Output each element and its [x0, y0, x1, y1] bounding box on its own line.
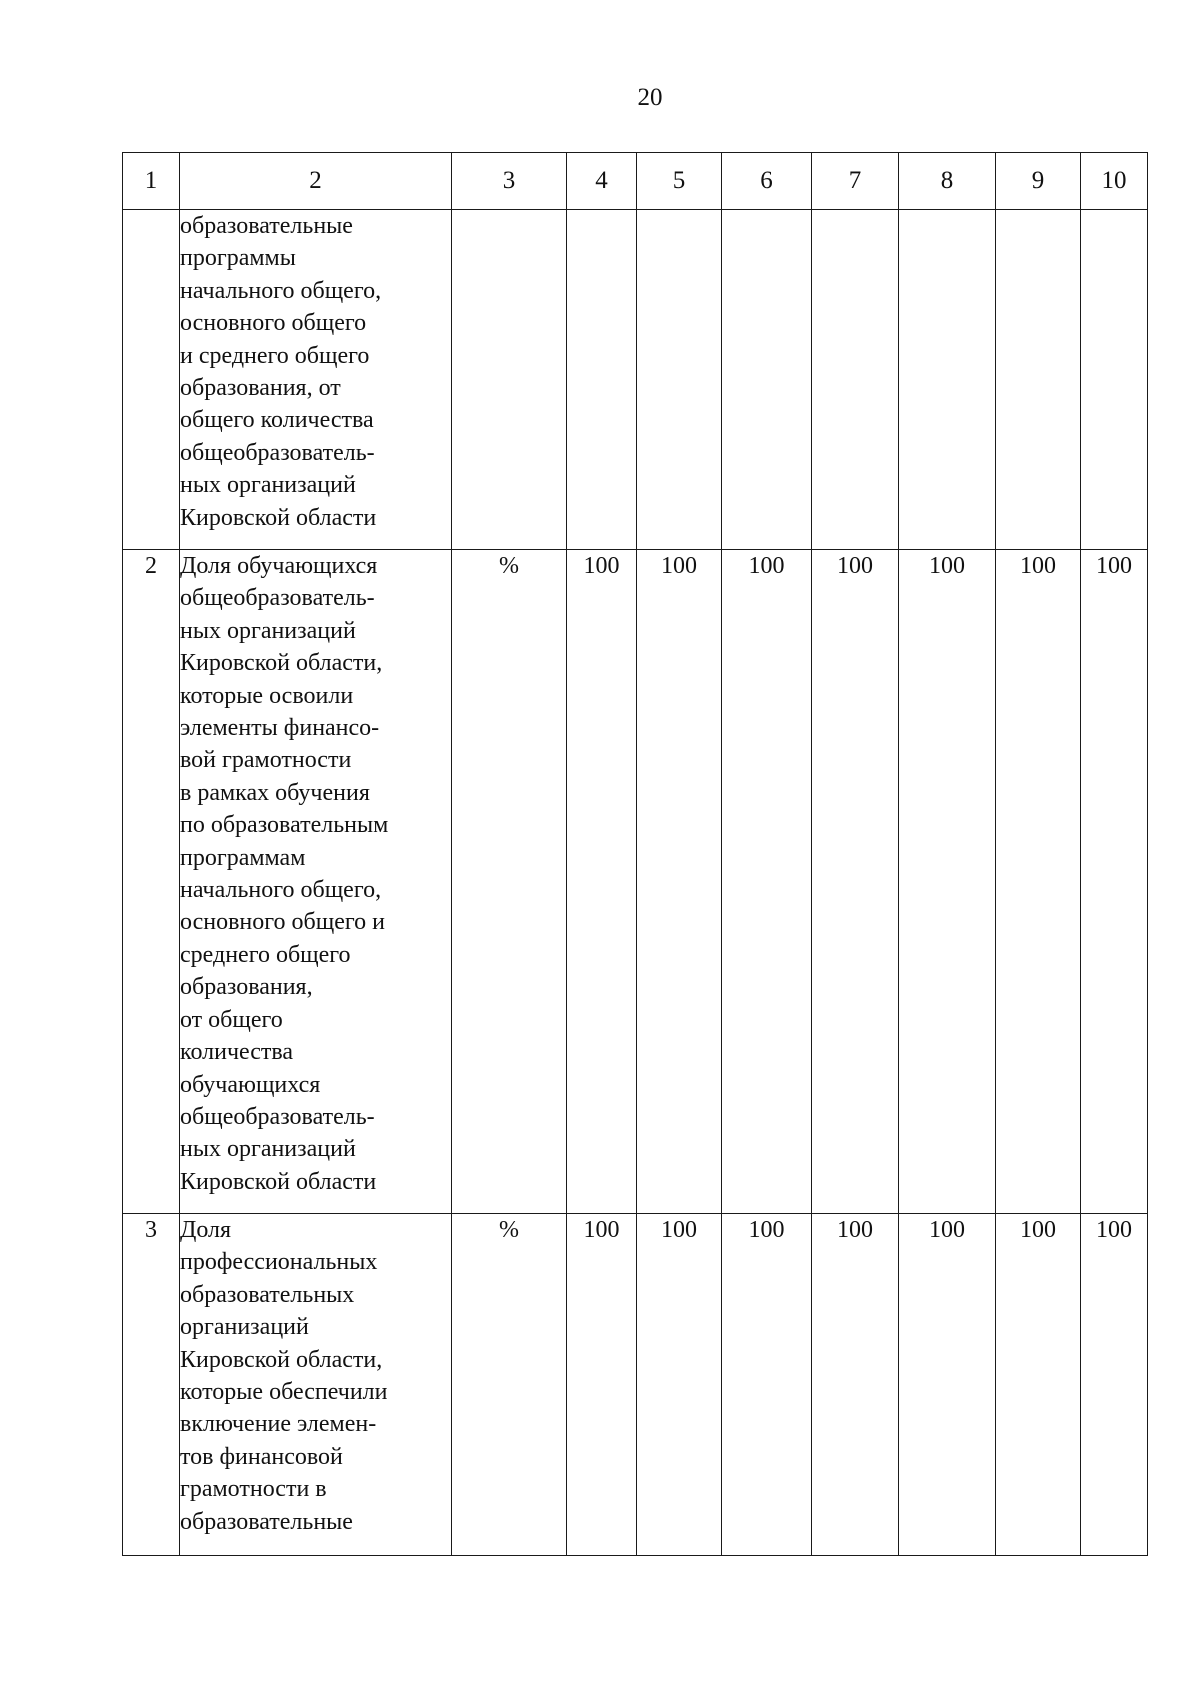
value-cell — [637, 210, 722, 550]
indicator-line: общеобразователь- — [180, 439, 375, 466]
value-cell: 100 — [1081, 550, 1148, 1214]
indicator-line: среднего общего — [180, 941, 351, 968]
indicator-line: ных организаций — [180, 472, 356, 499]
indicator-line: Кировской области, — [180, 1346, 383, 1373]
indicator-line: Доля обучающихся — [180, 553, 378, 579]
indicator-line: образовательных — [180, 1281, 355, 1308]
indicator-line: вой грамотности — [180, 747, 352, 774]
indicator-line: программам — [180, 844, 306, 871]
indicator-line: начального общего, — [180, 277, 382, 304]
table-row — [123, 550, 1148, 1214]
indicator-line: организаций — [180, 1314, 309, 1341]
indicator-line: образовательные — [180, 1508, 353, 1535]
value-cell: 100 — [637, 550, 722, 1214]
value-cell — [899, 210, 996, 550]
indicator-line: профессиональных — [180, 1249, 378, 1276]
header-cell: 5 — [637, 153, 722, 210]
value-cell — [722, 210, 812, 550]
indicators-table — [122, 152, 1148, 1556]
value-cell: 100 — [899, 1214, 996, 1556]
value-cell: 100 — [637, 1214, 722, 1556]
value-cell: 100 — [722, 550, 812, 1214]
value-cell: 100 — [899, 550, 996, 1214]
indicator-line: основного общего и — [180, 909, 385, 936]
indicator-line: по образовательным — [180, 812, 389, 839]
indicator-name-cell — [180, 210, 452, 550]
indicator-name-cell — [180, 1214, 452, 1556]
header-cell: 7 — [812, 153, 899, 210]
indicator-line: образования, — [180, 974, 313, 1001]
indicator-line: включение элемен- — [180, 1411, 377, 1438]
value-cell: 100 — [567, 1214, 637, 1556]
value-cell — [996, 210, 1081, 550]
unit-cell: % — [452, 1214, 567, 1556]
value-cell: 100 — [996, 550, 1081, 1214]
value-cell: 100 — [812, 1214, 899, 1556]
indicator-line: общеобразователь- — [180, 585, 375, 612]
table-header-row — [123, 153, 1148, 210]
unit-cell: % — [452, 550, 567, 1214]
indicator-line: и среднего общего — [180, 342, 370, 369]
indicator-line: в рамках обучения — [180, 779, 370, 806]
row-number-cell: 2 — [123, 550, 180, 1214]
value-cell — [1081, 210, 1148, 550]
value-cell — [812, 210, 899, 550]
table-row — [123, 210, 1148, 550]
indicator-line: от общего — [180, 1006, 283, 1033]
header-cell: 4 — [567, 153, 637, 210]
header-cell: 3 — [452, 153, 567, 210]
indicator-line: которые освоили — [180, 682, 354, 709]
indicator-name-cell — [180, 550, 452, 1214]
value-cell: 100 — [722, 1214, 812, 1556]
indicator-line: программы — [180, 245, 296, 272]
header-cell: 8 — [899, 153, 996, 210]
indicator-line: основного общего — [180, 310, 367, 337]
indicator-line: элементы финансо- — [180, 715, 380, 742]
indicator-line: обучающихся — [180, 1071, 321, 1098]
indicator-line: начального общего, — [180, 877, 382, 904]
header-cell: 1 — [123, 153, 180, 210]
header-cell: 6 — [722, 153, 812, 210]
value-cell: 100 — [567, 550, 637, 1214]
row-number-cell — [123, 210, 180, 550]
table-row — [123, 1214, 1148, 1556]
indicator-line: Доля — [180, 1217, 232, 1243]
indicator-line: ных организаций — [180, 617, 356, 644]
indicator-line: количества — [180, 1039, 294, 1066]
indicator-line: общеобразователь- — [180, 1103, 375, 1130]
indicator-line: образовательные — [180, 213, 353, 239]
indicator-line: Кировской области, — [180, 650, 383, 677]
indicator-line: Кировской области — [180, 1168, 377, 1195]
header-cell: 2 — [180, 153, 452, 210]
value-cell: 100 — [1081, 1214, 1148, 1556]
value-cell: 100 — [996, 1214, 1081, 1556]
indicator-line: ных организаций — [180, 1136, 356, 1163]
indicator-line: тов финансовой — [180, 1443, 343, 1470]
indicator-line: Кировской области — [180, 504, 377, 531]
header-cell: 10 — [1081, 153, 1148, 210]
indicator-line: общего количества — [180, 407, 374, 434]
indicator-line: грамотности в — [180, 1476, 327, 1503]
indicator-line: которые обеспечили — [180, 1379, 388, 1406]
row-number-cell: 3 — [123, 1214, 180, 1556]
page-number: 20 — [637, 84, 663, 111]
value-cell: 100 — [812, 550, 899, 1214]
indicator-line: образования, от — [180, 375, 341, 402]
value-cell — [567, 210, 637, 550]
unit-cell — [452, 210, 567, 550]
header-cell: 9 — [996, 153, 1081, 210]
